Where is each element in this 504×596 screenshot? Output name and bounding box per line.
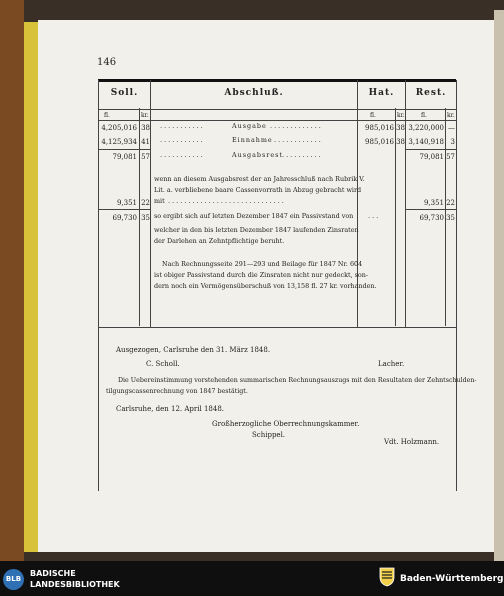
signature-left: C. Scholl.	[146, 360, 180, 368]
rest-fl: 3,140,918	[408, 138, 444, 146]
rest-kr: 3	[450, 138, 455, 146]
soll-kr: 57	[141, 153, 150, 161]
table-line	[456, 80, 457, 491]
unit-fl: fl.	[421, 112, 427, 119]
soll-fl: 4,125,934	[101, 138, 137, 146]
text-line: wenn an diesem Ausgabsrest der an Jahresschluß nach Rubrik V.	[154, 175, 365, 183]
extract-date: Ausgezogen, Carlsruhe den 31. März 1848.	[116, 346, 271, 354]
sum-rule	[406, 209, 456, 210]
table-line	[98, 327, 456, 328]
sum-rule	[98, 209, 150, 210]
dot-leader: . . . . . . . . . . . . . . . . . . . . . . . . . . . . .	[168, 197, 284, 205]
unit-kr: kr.	[141, 112, 149, 119]
text-line: dern noch ein Vermögensüberschuß von 13,158 fl. 27 kr. vorhanden.	[154, 282, 377, 290]
rest-fl: 79,081	[419, 153, 444, 161]
header-rest: Rest.	[415, 88, 447, 98]
unit-fl: fl.	[104, 112, 110, 119]
table-top-rule	[98, 79, 456, 82]
header-hat: Hat.	[368, 88, 395, 98]
confirm-date: Carlsruhe, den 12. April 1848.	[116, 405, 225, 413]
sum-rule	[406, 149, 456, 150]
rest-fl: 69,730	[419, 214, 444, 222]
table-line	[98, 80, 99, 491]
crest-icon	[379, 567, 395, 587]
dot-leader: . . . . . . . . . . . . .	[270, 122, 321, 130]
header-soll: Soll.	[110, 88, 139, 98]
unit-fl: fl.	[370, 112, 376, 119]
hat-kr: 38	[396, 138, 405, 146]
signer-name: Schippel.	[252, 431, 286, 439]
rest-kr: 57	[446, 153, 455, 161]
dot-leader: . . . . . . . . . . .	[160, 151, 203, 159]
dot-leader: . . . . . . . . . .	[282, 151, 321, 159]
rest-fl: 9,351	[423, 199, 444, 207]
signature-right: Lacher.	[378, 360, 405, 368]
text-line: der Darlehen an Zehntpflichtige beruht.	[154, 237, 285, 245]
dot-leader: . . . . . . . . . . . .	[274, 136, 321, 144]
confirmation-line: tilgungscassenrechnung von 1847 bestätigt.	[106, 388, 248, 395]
text-line: ist obiger Passivstand durch die Zinsraten nicht nur gedeckt, son-	[154, 271, 368, 279]
sum-rule	[98, 149, 150, 150]
text-line: mit	[154, 197, 165, 205]
library-name	[30, 568, 120, 590]
soll-fl: 9,351	[116, 199, 137, 207]
soll-fl: 79,081	[112, 153, 137, 161]
soll-kr: 22	[141, 199, 150, 207]
hat-fl: 985,016	[365, 124, 394, 132]
rest-kr: 22	[446, 199, 455, 207]
vdt-signature: Vdt. Holzmann.	[384, 438, 440, 446]
unit-kr: kr.	[447, 112, 455, 119]
blb-logo: BLB	[3, 569, 24, 590]
text-line: Lit. a. verbliebene baare Cassenvorrath in Abzug gebracht wird	[154, 186, 362, 194]
page-number: 146	[97, 57, 117, 68]
table-line	[150, 80, 151, 328]
text-line: so ergibt sich auf letzten Dezember 1847 ein Passivstand von	[154, 212, 354, 220]
hat-kr: 38	[396, 124, 405, 132]
soll-kr: 38	[141, 124, 150, 132]
soll-fl: 4,205,016	[101, 124, 137, 132]
rest-kr: —	[448, 124, 455, 132]
rest-kr: 35	[446, 214, 455, 222]
soll-kr: 41	[141, 138, 150, 146]
dot-leader: . . . . . . . . . . .	[160, 122, 203, 130]
table-line	[98, 109, 456, 110]
header-abschluss: Abschluß.	[224, 88, 284, 98]
book-edge-right	[494, 10, 504, 561]
confirmation-line: Die Uebereinstimmung vorstehenden summarischen Rechnungsauszugs mit den Resultaten der Zehntschulden-	[118, 377, 477, 384]
library-name-line: BADISCHE	[30, 569, 76, 578]
dot-leader: . . .	[368, 212, 379, 220]
book-edge-left	[0, 0, 24, 561]
dot-leader: . . . . . . . . . . .	[160, 136, 203, 144]
unit-kr: kr.	[397, 112, 405, 119]
row-label: Ausgabe	[232, 122, 267, 130]
soll-kr: 35	[141, 214, 150, 222]
text-line: Nach Rechnungsseite 291—293 und Beilage für 1847 Nr. 604	[162, 260, 363, 268]
authority-name: Großherzogliche Oberrechnungskammer.	[212, 420, 360, 428]
rest-fl: 3,220,000	[408, 124, 444, 132]
row-label: Ausgabsrest	[232, 151, 283, 159]
row-label: Einnahme	[232, 136, 273, 144]
state-name: Baden-Württemberg	[400, 574, 504, 584]
library-name-line: LANDESBIBLIOTHEK	[30, 580, 120, 589]
text-line: welcher in den bis letzten Dezember 1847 laufenden Zinsraten	[154, 226, 359, 234]
hat-fl: 985,016	[365, 138, 394, 146]
book-binding	[24, 22, 38, 552]
soll-fl: 69,730	[112, 214, 137, 222]
